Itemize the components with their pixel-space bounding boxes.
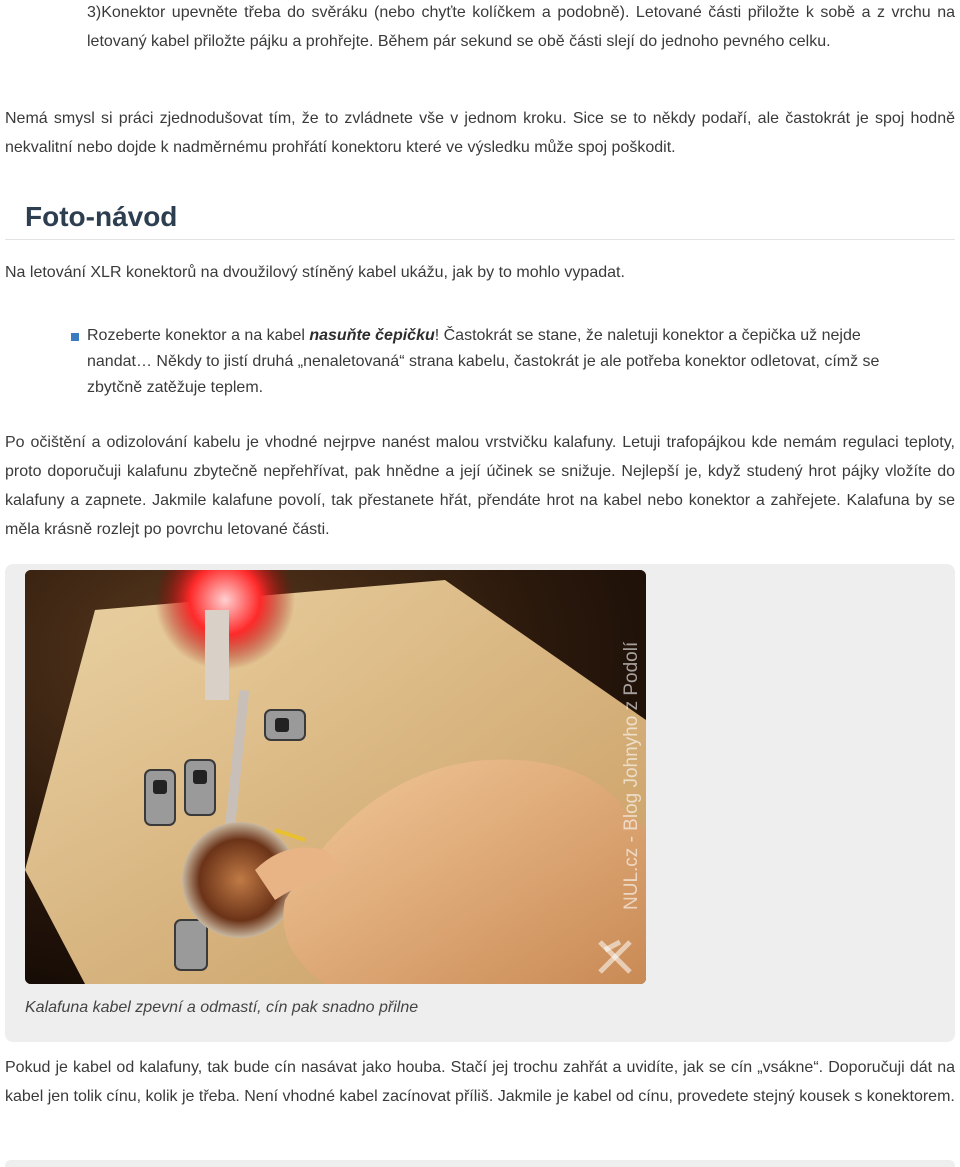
tinning-paragraph: Pokud je kabel od kalafuny, tak bude cín nasávat jako houba. Stačí jej trochu zahřát a uvidíte, jak se cín „vsákne“. Doporučuji dát na kabel jen tolik cínu, kolik je třeba. Není vhodné kabel zacínovat příliš. Jakmile je kabel od cínu, provedete stejný kousek s konektorem. (5, 1059, 955, 1105)
section-heading: Foto-návod (25, 201, 178, 232)
bullet-square-icon (71, 333, 79, 341)
photo-watermark: NUL.cz - Blog Johnyho z Podolí (621, 641, 642, 910)
rosin-paragraph: Po očištění a odizolování kabelu je vhodné nejrpve nanést malou vrstvičku kalafuny. Letuji trafopájkou kde nemám regulaci teploty, proto doporučuji kalafunu zbytečně nepřehřívat, pak hnědne a její účinek se snižuje. Nejlepší je, když studený hrot pájky vložíte do kalafuny a zapnete. Jakmile kalafune povolí, tak přestanete hřát, přendáte hrot na kabel nebo konektor a zahřejete. Kalafuna by se měla krásně rozlejt po povrchu letované části. (5, 434, 955, 538)
bullet-list-item (87, 323, 927, 401)
step-3-paragraph: 3)Konektor upevněte třeba do svěráku (nebo chyťte kolíčkem a podobně). Letované části přiložte k sobě a z vrchu na letovaný kabel přiložte pájku a prohřejte. Během pár sekund se obě části slejí do jednoho pevného celku. (87, 4, 955, 50)
warning-paragraph: Nemá smysl si práci zjednodušovat tím, že to zvládnete vše v jednom kroku. Sice se to někdy podaří, ale častokrát je spoj hodně nekvalitní nebo dojde k nadměrnému prohřátí konektoru které ve výsledku může spoj poškodit. (5, 110, 955, 156)
soldering-photo-illustration (25, 570, 646, 984)
heading-divider (5, 239, 955, 240)
bullet-emphasis: nasuňte čepičku (309, 327, 435, 344)
next-figure-container (5, 1160, 955, 1167)
soldering-photo[interactable] (25, 570, 646, 984)
bullet-suffix: ! Častokrát se stane, že naletuji konektor a čepička už nejde nandat… Někdy to jistí druhá „nenaletovaná“ strana kabelu, častokrát je ale potřeba konektor odletovat, címž se zbytčně zatěžuje teplem. (87, 327, 880, 396)
intro-paragraph: Na letování XLR konektorů na dvoužilový stíněný kabel ukážu, jak by to mohlo vypadat. (5, 264, 625, 281)
bullet-prefix: Rozeberte konektor a na kabel (87, 327, 310, 344)
photo-caption: Kalafuna kabel zpevní a odmastí, cín pak snadno přilne (25, 999, 419, 1016)
